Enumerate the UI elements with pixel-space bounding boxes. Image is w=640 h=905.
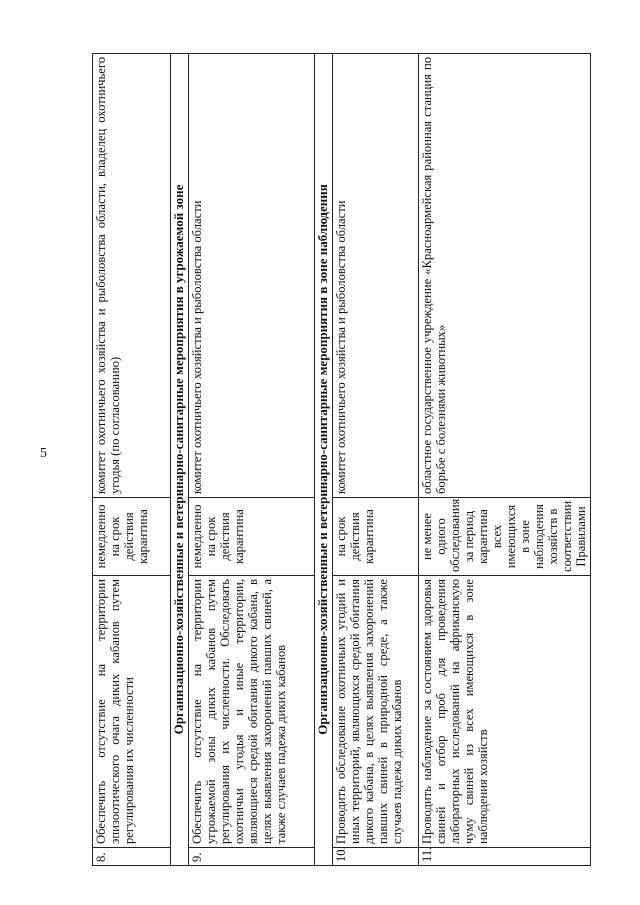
row-number: 10. [333, 848, 419, 866]
responsible-cell: комитет охотничьего хозяйства и рыболовства области [333, 54, 419, 498]
section-title: Организационно-хозяйственные и ветеринарно-санитарные мероприятия в зоне наблюдения [315, 54, 333, 866]
term-cell: немедленно на срок действия карантина [189, 498, 315, 576]
row-number: 8. [93, 848, 171, 866]
task-cell: Проводить наблюдение за состоянием здоровья свиней и отбор проб для проведения лабораторных исследований на африканскую чуму свиней из всех имеющихся в зоне наблюдения хозяйств [419, 576, 591, 848]
task-cell: Обеспечить отсутствие на территории эпизоотического очага диких кабанов путем регулирования их численности [93, 576, 171, 848]
section-title: Организационно-хозяйственные и ветеринарно-санитарные мероприятия в угрожаемой зоне [171, 54, 189, 866]
row-number: 9. [189, 848, 315, 866]
responsible-cell: комитет охотничьего хозяйства и рыболовства области, владелец охотничьего угодья (по согласованию) [93, 54, 171, 498]
responsible-cell: комитет охотничьего хозяйства и рыболовства области [189, 54, 315, 498]
responsible-cell: областное государственное учреждение «Красноармейская районная станция по борьбе с болезнями животных» [419, 54, 591, 498]
table-row-10 [333, 54, 419, 866]
row-number: 11. [419, 848, 591, 866]
page-number: 5 [40, 446, 47, 461]
task-cell: Проводить обследование охотничьих угодий и иных территорий, являющихся средой обитания дикого кабана, в целях выявления захоронений павших свиней в природной среде, а также случаев падежа диких кабанов [333, 576, 419, 848]
term-cell: на срок действия карантина [333, 498, 419, 576]
table-row-11 [419, 54, 591, 866]
term-cell: немедленно на срок действия карантина [93, 498, 171, 576]
table-row-8 [93, 54, 171, 866]
measures-table [92, 54, 590, 866]
term-cell: не менее одного обследования за период карантина всех имеющихся в зоне наблюдения хозяйств в соответствии Правилами [419, 498, 591, 576]
task-cell: Обеспечить отсутствие на территории угрожаемой зоны диких кабанов путем регулирования их численности. Обследовать охотничьи угодья и иные территории, являющиеся средой обитания дикого кабана, в целях выявления захоронений павших свиней, а также случаев падежа диких кабанов [189, 576, 315, 848]
table-row-9 [189, 54, 315, 866]
section-header-observation-zone [315, 54, 333, 866]
section-header-threatened-zone [171, 54, 189, 866]
